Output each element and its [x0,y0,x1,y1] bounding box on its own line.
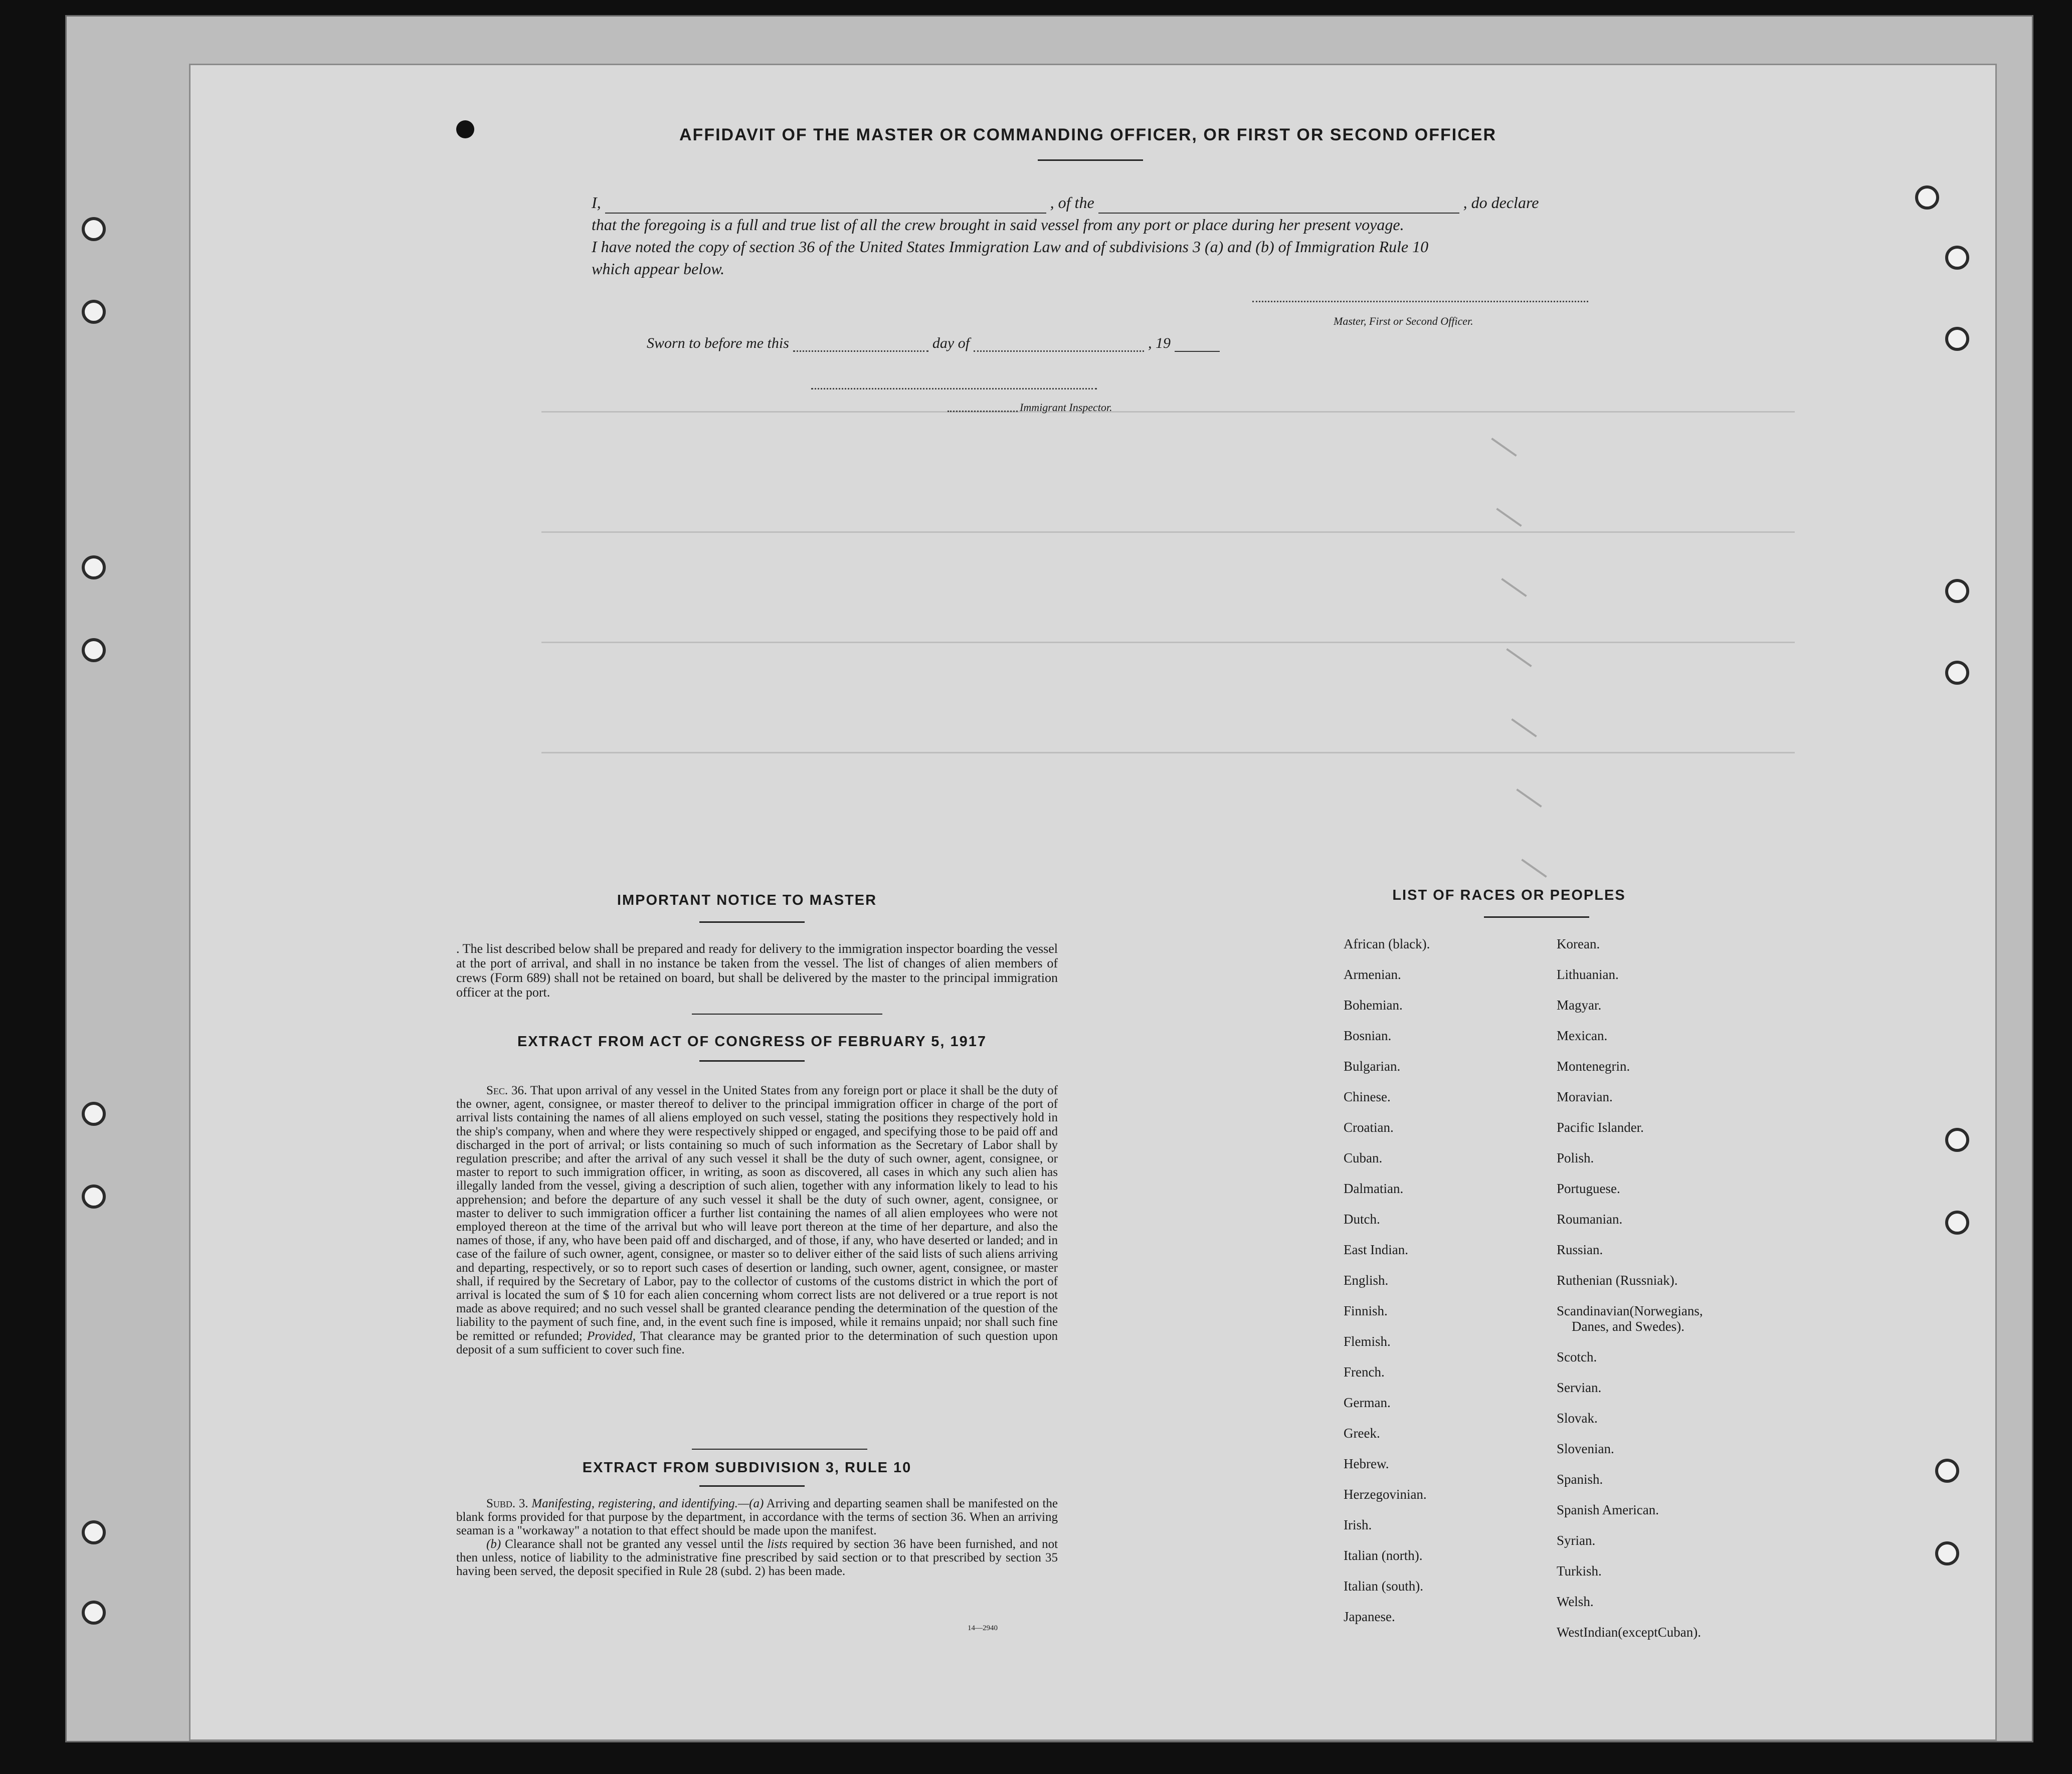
races-rule [1484,916,1589,918]
affidavit-line: which appear below. [592,260,725,278]
affidavit-declaration-line [592,191,1584,214]
lists-word: lists [767,1537,788,1551]
race-item: Greek. [1344,1426,1380,1441]
affidavit-statement [592,191,1584,280]
race-item: Japanese. [1344,1609,1395,1624]
races-title: LIST OF RACES OR PEOPLES [1392,887,1626,903]
subdivision-3-text [456,1497,1058,1578]
binder-hole [1945,327,1969,351]
section-divider [692,1014,882,1015]
affidavit-line: that the foregoing is a full and true list of all the crew brought in said vessel from any port or place during her present voyage. [592,216,1404,234]
race-item: Dutch. [1344,1212,1380,1227]
section-divider [692,1449,867,1450]
race-item: Irish. [1344,1517,1372,1532]
binder-hole [82,1601,106,1625]
binder-hole [1945,246,1969,270]
race-item: Ruthenian (Russniak). [1557,1273,1678,1288]
race-item: Italian (south). [1344,1579,1423,1594]
subd-label-b: (b) [486,1537,501,1551]
provided-word: Provided, [587,1329,636,1343]
show-through-mark [1516,789,1542,808]
race-item: Syrian. [1557,1533,1596,1548]
binder-hole [1945,579,1969,603]
binder-hole [1935,1541,1959,1565]
show-through-mark [1511,718,1537,737]
race-item: Bulgarian. [1344,1059,1401,1074]
extract-rule-title: EXTRACT FROM SUBDIVISION 3, RULE 10 [582,1460,912,1476]
race-item: Portuguese. [1557,1181,1620,1196]
form-number: 14—2940 [968,1624,998,1632]
race-item: Cuban. [1344,1150,1383,1165]
race-item: Danes, and Swedes). [1572,1319,1684,1334]
race-item: Moravian. [1557,1089,1613,1104]
sworn-date-blank[interactable] [793,336,928,352]
title-rule [1038,159,1143,161]
binder-hole [82,300,106,324]
notice-title: IMPORTANT NOTICE TO MASTER [617,892,877,908]
race-item: Spanish American. [1557,1502,1659,1517]
binder-hole [1945,1211,1969,1235]
race-item: Russian. [1557,1242,1603,1257]
binder-hole [1915,185,1939,210]
show-through-mark [1506,648,1532,667]
race-item: African (black). [1344,936,1430,951]
races-right-column [1557,936,1703,1655]
binder-hole [82,217,106,241]
show-through-line [541,531,1795,533]
binder-hole [82,1520,106,1544]
race-item: Hebrew. [1344,1456,1389,1471]
binder-hole [82,638,106,662]
race-item: Herzegovinian. [1344,1487,1427,1502]
race-item: Bohemian. [1344,998,1403,1013]
subd-heading: Manifesting, registering, and identifying.—(a) [531,1497,764,1510]
extract-act-title: EXTRACT FROM ACT OF CONGRESS OF FEBRUARY 5, 1917 [517,1034,987,1050]
inspector-leader [948,404,1018,412]
race-item: Magyar. [1557,998,1602,1013]
race-item: Servian. [1557,1380,1602,1395]
binder-hole [82,1102,106,1126]
extract-act-rule [699,1060,805,1062]
sworn-year: , 19 [1148,335,1171,351]
races-left-column [1344,936,1430,1640]
race-item: Welsh. [1557,1594,1594,1609]
officer-caption: Master, First or Second Officer. [1334,315,1473,327]
section-label: Sec. 36. [486,1084,527,1097]
punch-mark [456,120,474,138]
race-item: Spanish. [1557,1472,1603,1487]
race-item: East Indian. [1344,1242,1408,1257]
race-item: Polish. [1557,1150,1594,1165]
show-through-line [541,642,1795,643]
race-item: Montenegrin. [1557,1059,1630,1074]
race-item: French. [1344,1364,1385,1379]
subd-text-b2: required by section 36 have been furnished, and not then unless, notice of liability to the administrative fine prescribed by said section or to that prescribed by section 35 having been served, the deposit specified in Rule 28 (subd. 2) has been made. [456,1537,1058,1578]
race-item: Dalmatian. [1344,1181,1404,1196]
race-item: Finnish. [1344,1303,1388,1318]
section-36-text [456,1084,1058,1356]
inspector-signature-blank[interactable] [811,387,1097,389]
race-item: Armenian. [1344,967,1401,982]
binder-hole [1935,1459,1959,1483]
subd-text-a: Arriving and departing seamen shall be manifested on the blank forms provided for that purpose by the department, in accordance with the terms of section 36. When an arriving seaman is a "workaway" a notation to that effect should be made upon the manifest. [456,1497,1058,1537]
vessel-blank[interactable] [1098,199,1459,214]
race-item: German. [1344,1395,1391,1410]
race-item: Scotch. [1557,1349,1597,1364]
show-through-mark [1491,438,1517,457]
extract-rule-rule [699,1485,805,1487]
race-item: Turkish. [1557,1563,1602,1579]
affidavit-line: I have noted the copy of section 36 of the United States Immigration Law and of subdivisions 3 (a) and (b) of Immigration Rule 10 [592,238,1429,256]
sworn-prefix: Sworn to before me this [647,335,789,351]
race-item: Scandinavian(Norwegians, [1557,1303,1703,1318]
race-item: Korean. [1557,936,1600,951]
show-through-line [541,411,1795,413]
binder-hole [82,555,106,579]
show-through-line [541,752,1795,753]
race-item: Slovenian. [1557,1441,1614,1456]
binder-hole [1945,1128,1969,1152]
race-item: Bosnian. [1344,1028,1392,1043]
inspector-caption: Immigrant Inspector. [1020,401,1112,414]
sworn-day: day of [932,335,970,351]
inspector-line [948,401,1112,414]
sworn-line [647,330,1224,352]
section-36-body: That upon arrival of any vessel in the United States from any foreign port or place it shall be the duty of the owner, agent, consignee, or master thereof to deliver to the principal immigration officer in charge of the port of arrival lists containing the names of all aliens employed on such vessel, stating the positions they respectively hold in the ship's company, when and where they were respectively shipped or engaged, and specifying those to be paid off and discharged in the port of arrival; or lists containing so much of such information as the Secretary of Labor shall by regulation prescribe; and after the arrival of any such vessel it shall be the duty of such owner, agent, consignee, or master to report to such immigration officer, in writing, as soon as discovered, all cases in which any such alien has illegally landed from the vessel, giving a description of such alien, together with any information likely to lead to his apprehension; and before the departure of any such vessel it shall be the duty of such owner, agent, consignee, or master to deliver to such immigration officer a further list containing the names of all alien employees who were not employed thereon at the time of the arrival but who will leave port thereon at the time of her departure, and also the names of those, if any, who have been paid off and discharged, and of those, if any, who have deserted or landed; and in case of the failure of such owner, agent, consignee, or master so to deliver either of the said lists of such aliens arriving and departing, respectively, or so to report such cases of desertion or landing, such owner, agent, consignee, or master shall, if required by the Secretary of Labor, pay to the collector of customs of the customs district in which the port of arrival is located the sum of $ 10 for each alien concerning whom correct lists are not delivered or a true report is not made as above required; and no such vessel shall be granted clearance pending the determination of the question of the liability to the payment of such fine, and, in the event such fine is imposed, while it remains unpaid; nor shall such fine be remitted or refunded; [456,1084,1058,1343]
race-item: Mexican. [1557,1028,1608,1043]
race-item: English. [1344,1273,1389,1288]
sworn-month-blank[interactable] [974,336,1144,352]
race-item: WestIndian(exceptCuban). [1557,1625,1701,1640]
race-item: Croatian. [1344,1120,1394,1135]
race-item: Pacific Islander. [1557,1120,1644,1135]
race-item: Slovak. [1557,1411,1598,1426]
race-item: Roumanian. [1557,1212,1623,1227]
notice-body: . The list described below shall be prepared and ready for delivery to the immigration inspector boarding the vessel at the port of arrival, and shall in no instance be taken from the vessel. The list of changes of alien members of crews (Form 689) shall not be retained on board, but shall be delivered by the master to the principal immigration officer at the port. [456,941,1058,1000]
affidavit-title: AFFIDAVIT OF THE MASTER OR COMMANDING OFFICER, OR FIRST OR SECOND OFFICER [679,125,1496,144]
show-through-mark [1521,859,1547,878]
race-item: Italian (north). [1344,1548,1423,1563]
affidavit-declare: , do declare [1463,193,1539,212]
race-item: Chinese. [1344,1089,1391,1104]
officer-signature-blank[interactable] [1252,300,1588,302]
race-item: Flemish. [1344,1334,1391,1349]
sworn-year-blank[interactable] [1175,337,1220,352]
name-blank[interactable] [605,199,1046,214]
notice-rule [699,921,805,923]
affidavit-i: I, [592,193,601,212]
section-36-end: That clearance may be granted prior to the determination of such question upon deposit of a sum sufficient to cover such fine. [456,1329,1058,1356]
subd-text-b1: Clearance shall not be granted any vessel until the [505,1537,764,1551]
race-item: Lithuanian. [1557,967,1619,982]
show-through-mark [1501,578,1527,597]
subd-label: Subd. 3. [486,1497,528,1510]
show-through-mark [1496,508,1522,527]
affidavit-of-the: , of the [1050,193,1094,212]
binder-hole [82,1185,106,1209]
